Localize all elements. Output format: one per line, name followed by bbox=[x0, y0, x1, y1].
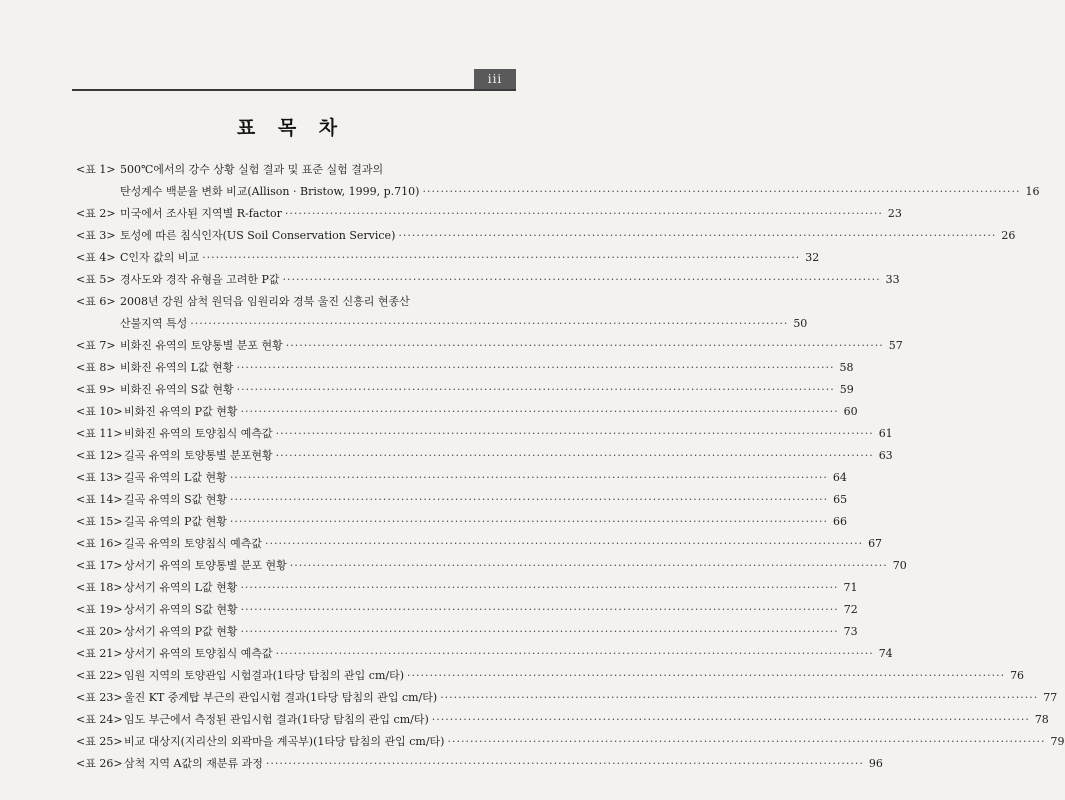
toc-entry-line bbox=[76, 445, 893, 467]
toc-entry[interactable] bbox=[76, 335, 903, 357]
toc-entry-title: 길곡 유역의 P값 현황 bbox=[124, 515, 227, 528]
toc-entry[interactable] bbox=[76, 643, 893, 665]
toc-entry-line bbox=[76, 511, 847, 533]
toc-entry-page-number: 72 bbox=[843, 603, 858, 616]
toc-entry-line bbox=[76, 555, 907, 577]
toc-entry-line bbox=[76, 423, 893, 445]
toc-entry-title: 상서기 유역의 토양통별 분포 현황 bbox=[124, 559, 287, 572]
toc-entry-page-number: 57 bbox=[888, 339, 903, 352]
toc-entry-label: <표 26> bbox=[76, 757, 123, 770]
toc-entry-label: <표 1> bbox=[76, 163, 116, 176]
toc-entry-title: 울진 KT 중계탑 부근의 관입시험 결과(1타당 탐침의 관입 cm/타) bbox=[124, 691, 438, 704]
toc-entry-label: <표 3> bbox=[76, 229, 116, 242]
toc-entry-line bbox=[76, 709, 1049, 731]
leader-dots bbox=[241, 599, 839, 621]
toc-entry-line bbox=[76, 313, 808, 335]
toc-entry-line bbox=[76, 533, 883, 555]
toc-entry-page-number: 58 bbox=[839, 361, 854, 374]
toc-entry[interactable] bbox=[76, 159, 1040, 203]
toc-entry-line bbox=[76, 599, 858, 621]
toc-entry-label: <표 12> bbox=[76, 449, 123, 462]
toc-entry-label: <표 19> bbox=[76, 603, 123, 616]
leader-dots bbox=[240, 577, 838, 599]
leader-dots bbox=[230, 489, 828, 511]
toc-entry-label: <표 14> bbox=[76, 493, 123, 506]
toc-entry-title: 비화진 유역의 L값 현황 bbox=[120, 361, 234, 374]
toc-entry-page-number: 76 bbox=[1010, 669, 1025, 682]
leader-dots bbox=[266, 753, 864, 775]
toc-entry-line bbox=[76, 335, 903, 357]
toc-entry-title: 상서기 유역의 S값 현황 bbox=[124, 603, 238, 616]
toc-entry-page-number: 63 bbox=[878, 449, 893, 462]
toc-entry[interactable] bbox=[76, 511, 847, 533]
toc-entry[interactable] bbox=[76, 379, 854, 401]
toc-entry-label: <표 11> bbox=[76, 427, 123, 440]
leader-dots bbox=[241, 621, 839, 643]
leader-dots bbox=[432, 709, 1030, 731]
toc-entry-label: <표 10> bbox=[76, 405, 123, 418]
leader-dots bbox=[190, 313, 788, 335]
toc-entry-line bbox=[76, 357, 854, 379]
toc-entry-title: 비화진 유역의 P값 현황 bbox=[124, 405, 238, 418]
leader-dots bbox=[276, 445, 874, 467]
toc-entry-label: <표 8> bbox=[76, 361, 116, 374]
toc-entry-page-number: 67 bbox=[868, 537, 883, 550]
toc-entry[interactable] bbox=[76, 665, 1025, 687]
toc-entry[interactable] bbox=[76, 489, 848, 511]
toc-entry[interactable] bbox=[76, 467, 847, 489]
toc-entry-page-number: 64 bbox=[832, 471, 847, 484]
leader-dots bbox=[283, 269, 881, 291]
toc-entry-title: 상서기 유역의 토양침식 예측값 bbox=[124, 647, 273, 660]
toc-entry-label: <표 23> bbox=[76, 691, 123, 704]
toc-entry-label: <표 13> bbox=[76, 471, 123, 484]
toc-entry-line bbox=[76, 687, 1058, 709]
leader-dots bbox=[290, 555, 888, 577]
toc-entry-title: 길곡 유역의 토양통별 분포현황 bbox=[124, 449, 273, 462]
leader-dots bbox=[398, 225, 996, 247]
leader-dots bbox=[276, 643, 874, 665]
toc-entry-label: <표 20> bbox=[76, 625, 123, 638]
toc-entry-page-number: 50 bbox=[793, 317, 808, 330]
toc-entry-title: 미국에서 조사된 지역별 R-factor bbox=[120, 207, 282, 220]
toc-entry-page-number: 79 bbox=[1050, 735, 1065, 748]
toc-entry[interactable] bbox=[76, 401, 858, 423]
toc-entry[interactable] bbox=[76, 599, 858, 621]
toc-entry-title: 상서기 유역의 L값 현황 bbox=[124, 581, 238, 594]
toc-entry[interactable] bbox=[76, 203, 902, 225]
toc-entry-page-number: 26 bbox=[1001, 229, 1016, 242]
toc-entry-page-number: 74 bbox=[878, 647, 893, 660]
table-of-contents bbox=[76, 159, 1065, 775]
toc-entry-title: 비화진 유역의 토양통별 분포 현황 bbox=[120, 339, 283, 352]
toc-entry-line bbox=[76, 247, 820, 269]
toc-entry-label: <표 15> bbox=[76, 515, 123, 528]
leader-dots bbox=[265, 533, 863, 555]
toc-entry-label: <표 25> bbox=[76, 735, 123, 748]
toc-entry-title: 길곡 유역의 L값 현황 bbox=[124, 471, 227, 484]
toc-entry-page-number: 78 bbox=[1034, 713, 1049, 726]
toc-entry-page-number: 61 bbox=[878, 427, 893, 440]
leader-dots bbox=[440, 687, 1038, 709]
toc-entry-line bbox=[76, 577, 858, 599]
toc-entry-page-number: 23 bbox=[887, 207, 902, 220]
toc-entry-page-number: 73 bbox=[843, 625, 858, 638]
toc-entry-line bbox=[76, 665, 1025, 687]
leader-dots bbox=[230, 511, 828, 533]
leader-dots bbox=[407, 665, 1005, 687]
toc-entry-line bbox=[76, 379, 854, 401]
toc-entry-title: 임도 부근에서 측정된 관입시험 결과(1타당 탐침의 관입 cm/타) bbox=[124, 713, 429, 726]
toc-entry-title: 삼척 지역 A값의 재분류 과정 bbox=[124, 757, 263, 770]
toc-entry-line bbox=[76, 467, 847, 489]
toc-entry[interactable] bbox=[76, 357, 854, 379]
toc-entry-title: 500℃에서의 강수 상황 실험 결과 및 표준 실험 결과의 bbox=[120, 163, 384, 176]
toc-entry-line bbox=[76, 401, 858, 423]
toc-entry-title: 길곡 유역의 토양침식 예측값 bbox=[124, 537, 263, 550]
toc-entry-label: <표 22> bbox=[76, 669, 123, 682]
toc-entry[interactable] bbox=[76, 269, 900, 291]
toc-entry-title: 2008년 강원 삼척 원덕읍 임원리와 경북 울진 신흥리 현종산 bbox=[120, 295, 410, 308]
toc-entry-line bbox=[76, 621, 858, 643]
toc-entry-page-number: 16 bbox=[1025, 185, 1040, 198]
toc-entry-line bbox=[76, 203, 902, 225]
toc-entry-line bbox=[76, 181, 1040, 203]
toc-entry-line bbox=[76, 731, 1065, 753]
toc-entry[interactable] bbox=[76, 533, 883, 555]
toc-entry-title: 토성에 따른 침식인자(US Soil Conservation Service) bbox=[120, 229, 396, 242]
toc-entry-label: <표 17> bbox=[76, 559, 123, 572]
leader-dots bbox=[202, 247, 800, 269]
toc-entry-page-number: 65 bbox=[833, 493, 848, 506]
toc-entry-page-number: 71 bbox=[843, 581, 858, 594]
toc-entry[interactable] bbox=[76, 621, 858, 643]
toc-entry[interactable] bbox=[76, 555, 907, 577]
toc-entry-page-number: 96 bbox=[868, 757, 883, 770]
toc-entry-line bbox=[76, 753, 883, 775]
toc-entry[interactable] bbox=[76, 423, 893, 445]
header-rule bbox=[72, 89, 516, 91]
toc-entry[interactable] bbox=[76, 709, 1049, 731]
toc-entry-line bbox=[76, 159, 514, 181]
toc-entry-label: <표 2> bbox=[76, 207, 116, 220]
toc-entry[interactable] bbox=[76, 291, 808, 335]
toc-entry-label: <표 6> bbox=[76, 295, 116, 308]
page-number-tab: iii bbox=[474, 69, 516, 89]
toc-entry-title: 임원 지역의 토양관입 시험결과(1타당 탐침의 관입 cm/타) bbox=[124, 669, 405, 682]
toc-entry-page-number: 66 bbox=[832, 515, 847, 528]
toc-entry-line bbox=[76, 269, 900, 291]
page-title: 표 목 차 bbox=[236, 117, 346, 139]
toc-entry[interactable] bbox=[76, 577, 858, 599]
toc-entry-label: <표 24> bbox=[76, 713, 123, 726]
leader-dots bbox=[237, 379, 835, 401]
toc-entry-page-number: 32 bbox=[805, 251, 820, 264]
toc-entry[interactable] bbox=[76, 731, 1065, 753]
toc-entry[interactable] bbox=[76, 753, 883, 775]
toc-entry-title: 비화진 유역의 S값 현황 bbox=[120, 383, 234, 396]
leader-dots bbox=[236, 357, 834, 379]
toc-entry[interactable] bbox=[76, 247, 820, 269]
toc-entry-page-number: 70 bbox=[892, 559, 907, 572]
toc-entry-title: 산불지역 특성 bbox=[120, 317, 188, 330]
toc-entry-line bbox=[76, 489, 848, 511]
toc-entry[interactable] bbox=[76, 445, 893, 467]
toc-entry-line bbox=[76, 643, 893, 665]
toc-entry-title: C인자 값의 비교 bbox=[120, 251, 200, 264]
toc-entry-label: <표 5> bbox=[76, 273, 116, 286]
toc-entry[interactable] bbox=[76, 225, 1016, 247]
toc-entry-page-number: 33 bbox=[885, 273, 900, 286]
toc-entry-label: <표 4> bbox=[76, 251, 116, 264]
leader-dots bbox=[447, 731, 1045, 753]
toc-entry-label: <표 16> bbox=[76, 537, 123, 550]
toc-entry-label: <표 7> bbox=[76, 339, 116, 352]
leader-dots bbox=[276, 423, 874, 445]
toc-entry-title: 경사도와 경작 유형을 고려한 P값 bbox=[120, 273, 280, 286]
toc-entry-line bbox=[76, 291, 514, 313]
toc-entry-line bbox=[76, 225, 1016, 247]
leader-dots bbox=[241, 401, 839, 423]
leader-dots bbox=[285, 203, 883, 225]
leader-dots bbox=[230, 467, 828, 489]
toc-entry-label: <표 18> bbox=[76, 581, 123, 594]
toc-entry-title: 길곡 유역의 S값 현황 bbox=[124, 493, 228, 506]
toc-entry-title: 비화진 유역의 토양침식 예측값 bbox=[124, 427, 273, 440]
toc-entry[interactable] bbox=[76, 687, 1058, 709]
leader-dots bbox=[422, 181, 1020, 203]
toc-entry-label: <표 9> bbox=[76, 383, 116, 396]
toc-entry-page-number: 59 bbox=[839, 383, 854, 396]
toc-entry-page-number: 60 bbox=[843, 405, 858, 418]
toc-entry-title: 상서기 유역의 P값 현황 bbox=[124, 625, 238, 638]
toc-entry-page-number: 77 bbox=[1043, 691, 1058, 704]
leader-dots bbox=[286, 335, 884, 357]
toc-entry-title: 비교 대상지(지리산의 외곽마을 계곡부)(1타당 탐침의 관입 cm/타) bbox=[124, 735, 445, 748]
toc-entry-label: <표 21> bbox=[76, 647, 123, 660]
toc-entry-title: 탄성계수 백분율 변화 비교(Allison · Bristow, 1999, p.710) bbox=[120, 185, 420, 198]
